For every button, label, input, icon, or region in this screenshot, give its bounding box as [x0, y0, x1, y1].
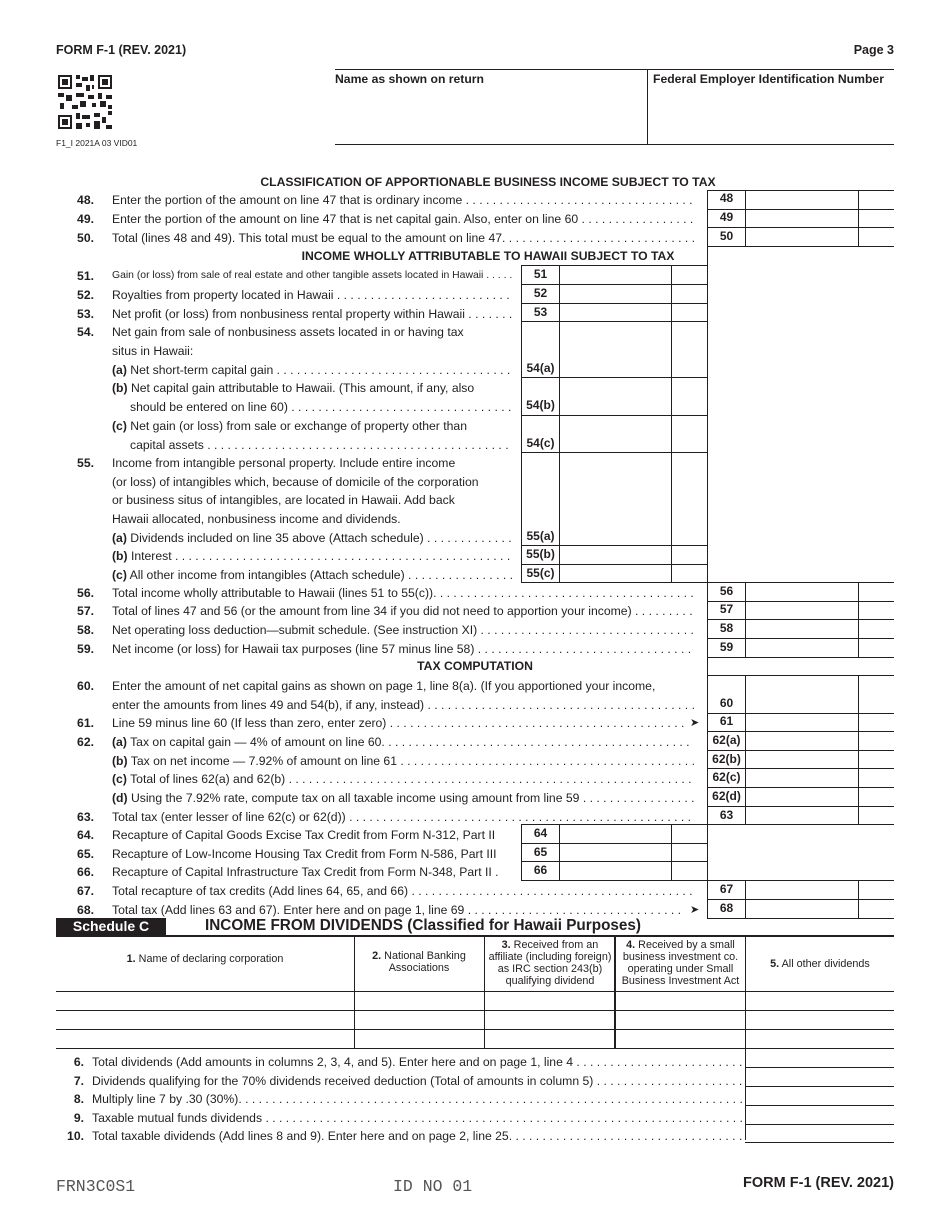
box-label-63: 63 — [719, 808, 734, 822]
line-text: Net gain (or loss) from sale or exchange of property other than — [126, 419, 467, 433]
line-text: Total taxable dividends (Add lines 8 and 9). Enter here and on page 2, line 25. . . . — [92, 1127, 742, 1146]
line-number: 66. — [77, 865, 94, 879]
line-text: All other income from intangibles (Attach schedule) — [126, 568, 405, 582]
line-number: 8. — [73, 1092, 84, 1106]
line-text: Dividends included on line 35 above (Attach schedule) — [126, 531, 424, 545]
name-input[interactable] — [337, 92, 643, 142]
line-number: 61. — [77, 716, 94, 730]
amount-input-53[interactable] — [560, 304, 671, 321]
sub-label: (b) — [112, 754, 128, 768]
amount-input-59[interactable] — [746, 639, 858, 656]
line-number: 50. — [77, 231, 94, 245]
amount-input-55c[interactable] — [560, 565, 671, 582]
amount-input-68[interactable] — [746, 900, 858, 917]
line-65-row — [0, 845, 950, 864]
box-label-61: 61 — [719, 714, 734, 728]
line-text: Total income wholly attributable to Hawaii (lines 51 to 55(c)). . . . — [112, 584, 694, 603]
line-text: Net profit (or loss) from nonbusiness rental property within Hawaii . . . — [112, 305, 512, 324]
sub-label: (c) — [112, 772, 127, 786]
qr-code-icon — [58, 75, 112, 129]
line-text: Net income (or loss) for Hawaii tax purposes (line 57 minus line 58) . . . — [112, 640, 694, 659]
amount-input-50[interactable] — [746, 228, 858, 245]
line-text: Recapture of Capital Goods Excise Tax Credit from Form N-312, Part II — [112, 828, 496, 842]
line-text: Total of lines 62(a) and 62(b) — [126, 772, 286, 786]
section-wholly-attributable: INCOME WHOLLY ATTRIBUTABLE TO HAWAII SUBJECT TO TAX — [301, 249, 675, 263]
line-number: 56. — [77, 586, 94, 600]
amount-input-56[interactable] — [746, 583, 858, 600]
amount-input-51[interactable] — [560, 266, 671, 283]
line-number: 55. — [77, 456, 94, 470]
table-row-1-name[interactable] — [57, 992, 353, 1009]
sub-label: (a) — [112, 363, 127, 377]
fein-label: Federal Employer Identification Number — [653, 72, 884, 86]
line-text: Net short-term capital gain — [126, 363, 274, 377]
line-54b-row — [0, 379, 950, 398]
line-number: 48. — [77, 193, 94, 207]
line-text: Interest — [127, 549, 172, 563]
table-row-3-name[interactable] — [57, 1030, 353, 1047]
box-label-51: 51 — [533, 267, 548, 281]
footer-form: FORM F-1 (REV. 2021) — [743, 1175, 894, 1191]
line-text: Royalties from property located in Hawaii . . . — [112, 286, 512, 305]
arrow-icon: ➤ — [690, 904, 700, 916]
line-number: 63. — [77, 810, 94, 824]
line-text: Total tax (enter lesser of line 62(c) or 62(d)) . . . — [112, 808, 694, 827]
line-text: Net gain from sale of nonbusiness assets located in or having tax — [112, 325, 464, 339]
amount-input-62a[interactable] — [746, 732, 858, 749]
line-number: 57. — [77, 604, 94, 618]
amount-input-62c[interactable] — [746, 769, 858, 786]
amount-input-sc6[interactable] — [746, 1049, 894, 1066]
amount-input-57[interactable] — [746, 602, 858, 619]
line-number: 6. — [73, 1055, 84, 1069]
line-number: 54. — [77, 325, 94, 339]
amount-input-58[interactable] — [746, 620, 858, 637]
box-label-55a: 55(a) — [526, 529, 555, 543]
line-text: should be entered on line 60) . . . — [130, 398, 512, 417]
line-text: Net operating loss deduction—submit schedule. (See instruction XI) . . . — [112, 621, 694, 640]
line-text: or business situs of intangibles, are located in Hawaii. Add back — [112, 493, 455, 507]
line-text: Net capital gain attributable to Hawaii. (This amount, if any, also — [127, 381, 475, 395]
line-number: 49. — [77, 212, 94, 226]
line-number: 62. — [77, 735, 94, 749]
line-number: 60. — [77, 679, 94, 693]
amount-input-62b[interactable] — [746, 751, 858, 768]
box-label-58: 58 — [719, 621, 734, 635]
schedule-c-tag: Schedule C — [56, 918, 166, 935]
line-number: 65. — [77, 847, 94, 861]
line-64-row — [0, 826, 950, 845]
col-2-header: 2. National Banking Associations — [372, 950, 466, 974]
form-title: FORM F-1 (REV. 2021) — [56, 43, 187, 57]
form-code: F1_I 2021A 03 VID01 — [56, 138, 138, 148]
line-54-row-2 — [0, 342, 950, 361]
line-53-row — [0, 305, 950, 324]
sub-label: (a) — [112, 735, 127, 749]
line-55a-row — [0, 529, 950, 548]
line-text: situs in Hawaii: — [112, 344, 194, 358]
line-54-row — [0, 323, 950, 342]
box-label-55c: 55(c) — [526, 566, 555, 580]
table-row-2-name[interactable] — [57, 1011, 353, 1028]
box-label-53: 53 — [533, 305, 548, 319]
amount-input-60[interactable] — [746, 676, 858, 712]
box-label-64: 64 — [533, 826, 548, 840]
amount-input-sc8[interactable] — [746, 1087, 894, 1104]
line-text: (or loss) of intangibles which, because of domicile of the corporation — [112, 475, 479, 489]
sub-label: (c) — [112, 419, 127, 433]
line-text: Enter the amount of net capital gains as shown on page 1, line 8(a). (If you apportioned your income, — [112, 679, 656, 693]
col-5-header: 5. All other dividends — [770, 958, 870, 970]
line-54c-row-2 — [0, 436, 950, 455]
amount-input-52[interactable] — [560, 285, 671, 302]
box-label-62b: 62(b) — [712, 752, 741, 766]
line-text: Recapture of Low-Income Housing Tax Credit from Form N-586, Part III — [112, 847, 497, 861]
line-51-row — [0, 267, 950, 286]
amount-input-54c[interactable] — [560, 435, 671, 452]
amount-input-65[interactable] — [560, 844, 671, 861]
line-52-row — [0, 286, 950, 305]
line-text: Hawaii allocated, nonbusiness income and dividends. — [112, 512, 401, 526]
line-number: 52. — [77, 288, 94, 302]
arrow-icon: ➤ — [690, 717, 700, 729]
footer-code: FRN3C0S1 — [56, 1177, 136, 1196]
page-number: Page 3 — [853, 43, 894, 57]
sub-label: (b) — [112, 381, 128, 395]
box-label-62d: 62(d) — [712, 789, 741, 803]
box-label-59: 59 — [719, 640, 734, 654]
amount-input-54b[interactable] — [560, 397, 671, 414]
line-number: 68. — [77, 903, 94, 917]
line-number: 64. — [77, 828, 94, 842]
line-text: Gain (or loss) from sale of real estate and other tangible assets located in Hawaii . . . — [112, 267, 512, 286]
line-text: Income from intangible personal property. Include entire income — [112, 456, 456, 470]
amount-input-49[interactable] — [746, 210, 858, 227]
line-text: Recapture of Capital Infrastructure Tax Credit from Form N-348, Part II . — [112, 865, 499, 879]
amount-input-67[interactable] — [746, 881, 858, 898]
box-label-66: 66 — [533, 863, 548, 877]
line-text: Total of lines 47 and 56 (or the amount from line 34 if you did not need to apportion your income) . . . — [112, 602, 694, 621]
line-66-row — [0, 863, 950, 882]
box-label-52: 52 — [533, 286, 548, 300]
line-number: 51. — [77, 269, 94, 283]
line-number: 53. — [77, 307, 94, 321]
sub-label: (b) — [112, 549, 128, 563]
amount-input-64[interactable] — [560, 825, 671, 842]
line-text: Tax on net income — 7.92% of amount on line 61 — [127, 754, 397, 768]
line-number: 58. — [77, 623, 94, 637]
line-55-row — [0, 454, 950, 473]
line-number: 7. — [73, 1074, 84, 1088]
line-text: Multiply line 7 by .30 (30%). . . . — [92, 1090, 742, 1109]
line-55b-row — [0, 547, 950, 566]
line-text: Enter the portion of the amount on line 47 that is net capital gain. Also, enter on line 60 . . . — [112, 210, 694, 229]
line-text: Total tax (Add lines 63 and 67). Enter here and on page 1, line 69 . . . — [112, 901, 684, 920]
line-55-row-2 — [0, 473, 950, 492]
line-text: Using the 7.92% rate, compute tax on all taxable income using amount from line 59 — [127, 791, 580, 805]
box-label-65: 65 — [533, 845, 548, 859]
box-label-50: 50 — [719, 229, 734, 243]
box-label-55b: 55(b) — [526, 547, 555, 561]
amount-input-54a[interactable] — [560, 360, 671, 377]
box-label-62c: 62(c) — [712, 770, 741, 784]
section-classification: CLASSIFICATION OF APPORTIONABLE BUSINESS INCOME SUBJECT TO TAX — [260, 175, 716, 189]
fein-input[interactable] — [651, 92, 893, 142]
sub-label: (d) — [112, 791, 128, 805]
line-55-row-4 — [0, 510, 950, 529]
box-label-57: 57 — [719, 602, 734, 616]
box-label-67: 67 — [719, 882, 734, 896]
footer-id: ID NO 01 — [393, 1177, 473, 1196]
line-text: Dividends qualifying for the 70% dividends received deduction (Total of amounts in column 5) . . . — [92, 1072, 742, 1091]
schedule-c-title: INCOME FROM DIVIDENDS (Classified for Hawaii Purposes) — [205, 917, 642, 934]
amount-input-48[interactable] — [746, 191, 858, 208]
amount-input-55b[interactable] — [560, 546, 671, 563]
box-label-54b: 54(b) — [526, 398, 555, 412]
amount-input-63[interactable] — [746, 807, 858, 824]
line-55-row-3 — [0, 491, 950, 510]
amount-input-sc7[interactable] — [746, 1068, 894, 1085]
amount-input-66[interactable] — [560, 862, 671, 879]
line-54c-row — [0, 417, 950, 436]
line-number: 59. — [77, 642, 94, 656]
amount-input-62d[interactable] — [746, 788, 858, 805]
box-label-54a: 54(a) — [526, 361, 555, 375]
col-4-header: 4. Received by a small business investment co. operating under Small Business Investment Act — [621, 939, 740, 987]
line-55c-row — [0, 566, 950, 585]
sub-label: (a) — [112, 531, 127, 545]
line-text: Total (lines 48 and 49). This total must be equal to the amount on line 47. . . . — [112, 229, 694, 248]
sub-label: (c) — [112, 568, 127, 582]
line-text: Total recapture of tax credits (Add lines 64, 65, and 66) . . . — [112, 882, 694, 901]
col-3-header: 3. Received from an affiliate (including foreign) as IRC section 243(b) qualifying dividend — [488, 939, 612, 987]
box-label-60: 60 — [719, 696, 734, 710]
line-text: capital assets . . . — [130, 436, 512, 455]
amount-input-sc9[interactable] — [746, 1106, 894, 1123]
line-text: Tax on capital gain — 4% of amount on line 60. — [126, 735, 385, 749]
amount-input-55a[interactable] — [560, 528, 671, 545]
box-label-49: 49 — [719, 210, 734, 224]
line-number: 67. — [77, 884, 94, 898]
line-text: Line 59 minus line 60 (If less than zero, enter zero) . . . — [112, 714, 684, 733]
section-tax-computation: TAX COMPUTATION — [417, 659, 533, 673]
amount-input-61[interactable] — [746, 714, 858, 731]
col-1-header: 1. Name of declaring corporation — [126, 953, 284, 965]
box-label-56: 56 — [719, 584, 734, 598]
amount-input-sc10[interactable] — [746, 1125, 894, 1142]
box-label-68: 68 — [719, 901, 734, 915]
line-number: 10. — [67, 1129, 84, 1143]
name-label: Name as shown on return — [335, 72, 484, 86]
line-54b-row-2 — [0, 398, 950, 417]
line-54a-row — [0, 361, 950, 380]
line-text: enter the amounts from lines 49 and 54(b), if any, instead) . . . — [112, 696, 694, 715]
box-label-54c: 54(c) — [526, 436, 555, 450]
box-label-48: 48 — [719, 191, 734, 205]
line-text: Taxable mutual funds dividends . . . — [92, 1109, 742, 1128]
box-label-62a: 62(a) — [712, 733, 741, 747]
line-text: Enter the portion of the amount on line 47 that is ordinary income . . . — [112, 191, 694, 210]
line-text: Total dividends (Add amounts in columns 2, 3, 4, and 5). Enter here and on page 1, line 4 . . . — [92, 1053, 742, 1072]
line-number: 9. — [73, 1111, 84, 1125]
